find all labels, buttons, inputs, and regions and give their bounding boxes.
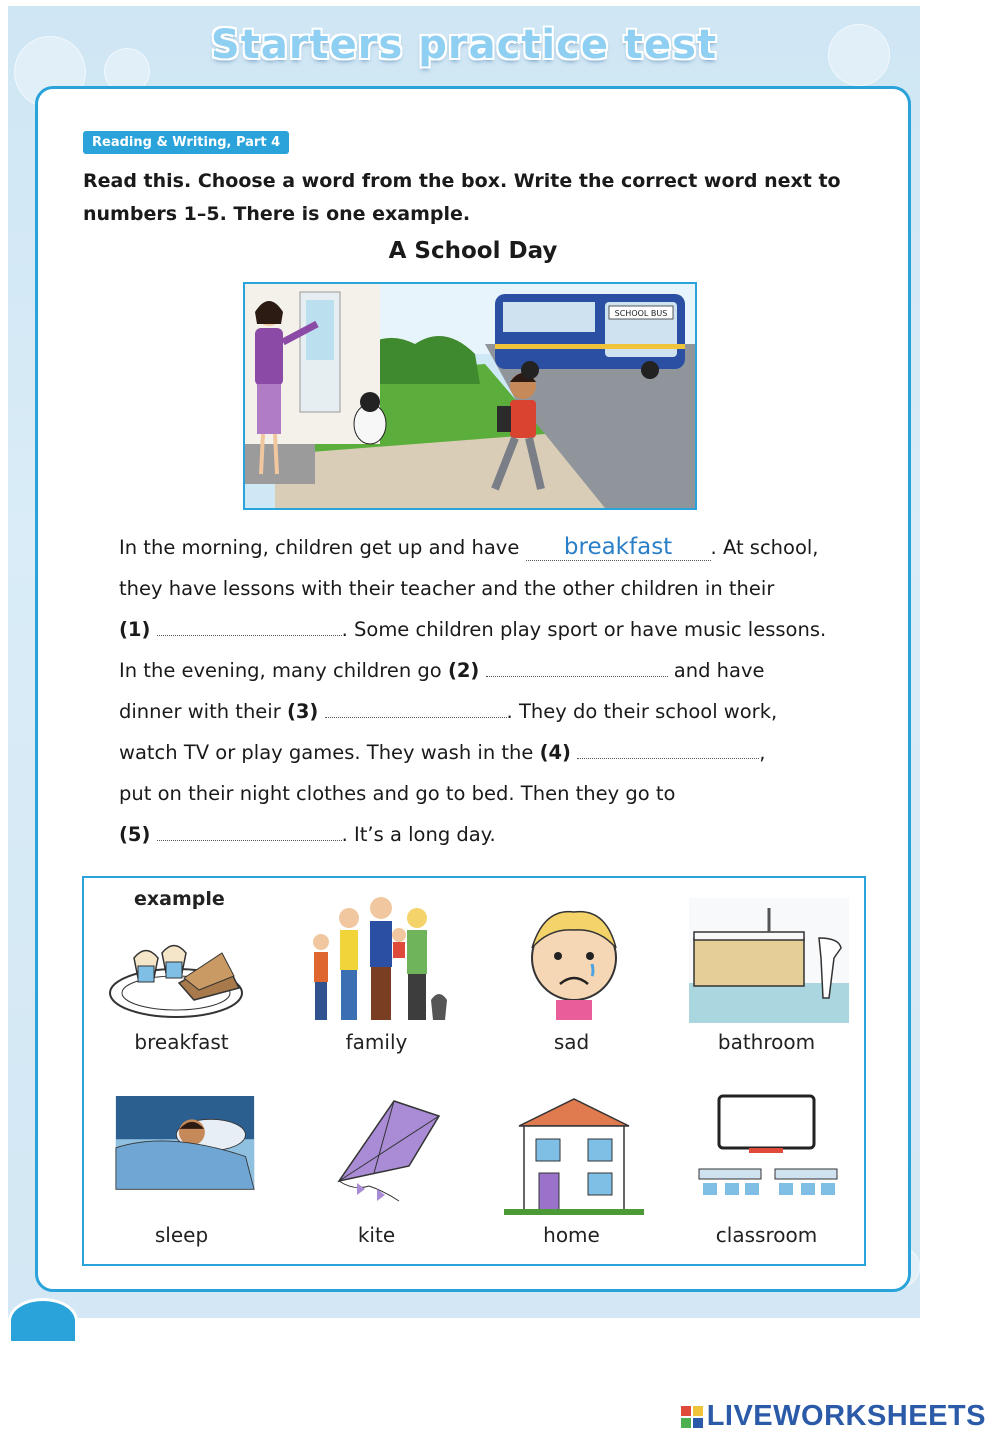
word-label: breakfast [134,1030,229,1054]
exercise-panel [35,86,911,1292]
word-card-classroom [669,1071,864,1261]
number-4: (4) [539,741,571,764]
page-title: Starters practice test [210,22,718,68]
answer-blank-5[interactable] [157,818,342,841]
word-card-breakfast [84,878,279,1068]
answer-blank-3[interactable] [325,695,507,718]
story-text [119,527,879,855]
word-card-family [279,878,474,1068]
word-card-kite [279,1071,474,1261]
story-line-4: In the evening, many children go (2) and have [119,650,879,691]
brand-logo [681,1400,986,1433]
brand-name: LIVEWORKSHEETS [706,1400,986,1432]
story-line-6: watch TV or play games. They wash in the (4) , [119,732,879,773]
story-title: A School Day [388,238,558,264]
answer-blank-4[interactable] [577,736,759,759]
story-line-1: In the morning, children get up and have breakfast . At school, [119,534,819,560]
word-label: sleep [154,1223,209,1247]
number-3: (3) [286,700,319,723]
story-line-2: they have lessons with their teacher and the other children in their [119,577,775,600]
instructions: Read this. Choose a word from the box. Write the correct word next to numbers 1–5. There is one example. [83,170,841,225]
word-card-bathroom [669,878,864,1068]
word-label: home [543,1223,600,1247]
word-label: classroom [715,1223,818,1247]
word-label: bathroom [717,1030,816,1054]
sleep-icon [106,1096,264,1204]
bathroom-icon [689,898,849,1023]
liveworksheets-icon [681,1406,703,1428]
scene-svg [245,284,695,508]
number-1: (1) [119,618,151,641]
sad-face-icon [494,898,654,1023]
story-line-8: (5) . It’s a long day. [119,814,879,855]
family-icon [299,890,459,1025]
word-label: sad [553,1030,590,1054]
bus-sign: SCHOOL BUS [614,309,668,318]
worksheet-page [8,6,920,1318]
kite-icon [299,1091,459,1216]
word-card-sleep [84,1071,279,1261]
number-2: (2) [447,659,480,682]
example-answer: breakfast [526,534,711,561]
story-line-5: dinner with their (3) . They do their school work, [119,691,879,732]
answer-blank-1[interactable] [157,613,342,636]
school-day-illustration [243,282,697,510]
page-number-badge [8,1298,78,1344]
word-card-sad [474,878,669,1068]
word-card-home [474,1071,669,1261]
classroom-icon [689,1091,849,1216]
number-5: (5) [119,823,151,846]
answer-blank-2[interactable] [486,654,668,677]
word-label: kite [357,1223,396,1247]
example-label: example [134,888,225,910]
word-box [82,876,866,1266]
story-line-3: (1) . Some children play sport or have music lessons. [119,609,879,650]
word-label: family [345,1030,408,1054]
breakfast-icon [104,898,264,1023]
part-tag: Reading & Writing, Part 4 [83,131,289,154]
house-icon [494,1091,654,1216]
story-line-7: put on their night clothes and go to bed. Then they go to [119,782,676,805]
